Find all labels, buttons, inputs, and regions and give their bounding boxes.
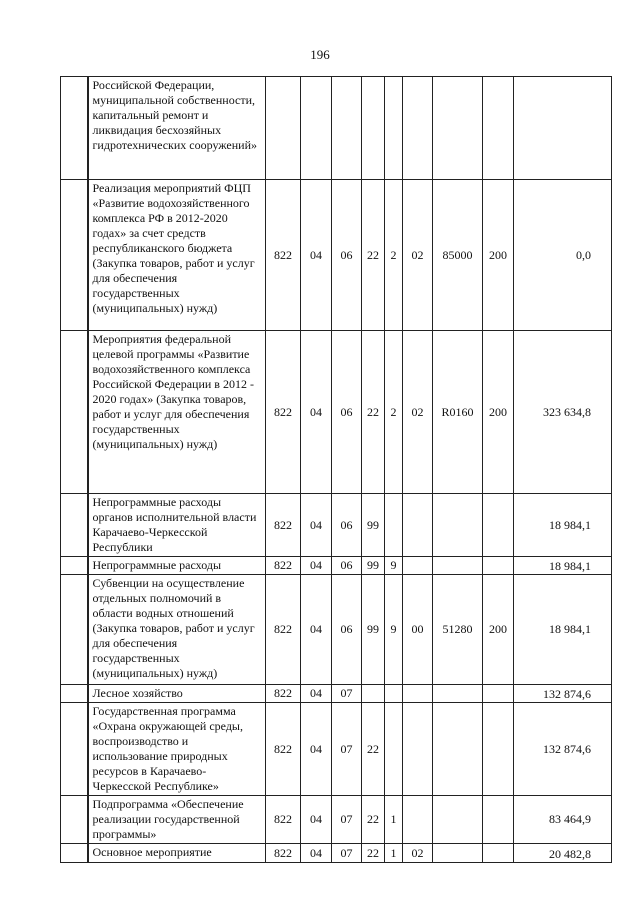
cell-rz: 04 — [301, 796, 332, 844]
cell-vr: 200 — [483, 575, 514, 685]
cell-csr-4 — [433, 557, 483, 575]
cell-csr-3 — [403, 77, 433, 180]
cell-rz — [301, 77, 332, 180]
row-name: Основное мероприятие — [88, 844, 266, 863]
cell-rz: 04 — [301, 331, 332, 494]
cell-csr-4 — [433, 685, 483, 703]
cell-csr-1 — [362, 685, 385, 703]
cell-vr — [483, 494, 514, 557]
cell-csr-1: 99 — [362, 494, 385, 557]
row-name: Подпрограмма «Обеспечение реализации государственной программы» — [88, 796, 266, 844]
cell-vr — [483, 77, 514, 180]
cell-csr-2 — [385, 685, 403, 703]
row-name: Государственная программа «Охрана окружающей среды, воспроизводство и использование природных ресурсов в Карачаево-Черкесской Республике» — [88, 703, 266, 796]
table-row — [61, 703, 612, 796]
cell-csr-3: 00 — [403, 575, 433, 685]
cell-vr: 200 — [483, 180, 514, 331]
row-name: Непрограммные расходы органов исполнительной власти Карачаево-Черкесской Республики — [88, 494, 266, 557]
cell-rz: 04 — [301, 703, 332, 796]
cell-csr-3: 02 — [403, 331, 433, 494]
cell-csr-2 — [385, 494, 403, 557]
cell-csr-2 — [385, 703, 403, 796]
cell-rz: 04 — [301, 844, 332, 863]
cell-csr-4 — [433, 844, 483, 863]
cell-amount: 18 984,1 — [514, 575, 612, 685]
table-row — [61, 796, 612, 844]
cell-ved: 822 — [266, 685, 301, 703]
cell-amount — [514, 77, 612, 180]
cell-pr: 07 — [332, 685, 362, 703]
cell-amount: 0,0 — [514, 180, 612, 331]
cell-csr-1 — [362, 77, 385, 180]
cell-ved — [266, 77, 301, 180]
cell-amount: 323 634,8 — [514, 331, 612, 494]
cell-amount: 132 874,6 — [514, 685, 612, 703]
cell-csr-2: 1 — [385, 796, 403, 844]
cell-rz: 04 — [301, 575, 332, 685]
row-name: Субвенции на осуществление отдельных полномочий в области водных отношений (Закупка товаров, работ и услуг для обеспечения государственных (муниципальных) нужд) — [88, 575, 266, 685]
cell-csr-1: 22 — [362, 180, 385, 331]
table-row — [61, 77, 612, 180]
cell-csr-4 — [433, 796, 483, 844]
cell-ved: 822 — [266, 703, 301, 796]
cell-ved: 822 — [266, 557, 301, 575]
cell-ved: 822 — [266, 844, 301, 863]
cell-csr-1: 99 — [362, 557, 385, 575]
cell-csr-1: 22 — [362, 703, 385, 796]
table-row — [61, 575, 612, 685]
cell-csr-3 — [403, 685, 433, 703]
cell-pr — [332, 77, 362, 180]
cell-pr: 07 — [332, 703, 362, 796]
cell-rz: 04 — [301, 494, 332, 557]
cell-vr — [483, 796, 514, 844]
cell-csr-4: R0160 — [433, 331, 483, 494]
cell-amount: 20 482,8 — [514, 844, 612, 863]
cell-vr — [483, 557, 514, 575]
row-name: Реализация мероприятий ФЦП «Развитие водохозяйственного комплекса РФ в 2012-2020 годах» за счет средств республиканского бюджета (Закупка товаров, работ и услуг для обеспечения государственных (муниципальных) нужд) — [88, 180, 266, 331]
cell-ved: 822 — [266, 494, 301, 557]
cell-csr-1: 22 — [362, 844, 385, 863]
cell-csr-2: 9 — [385, 557, 403, 575]
cell-pr: 06 — [332, 494, 362, 557]
table-row — [61, 331, 612, 494]
cell-csr-1: 22 — [362, 796, 385, 844]
cell-csr-3 — [403, 494, 433, 557]
cell-csr-2: 9 — [385, 575, 403, 685]
cell-ved: 822 — [266, 331, 301, 494]
cell-amount: 18 984,1 — [514, 557, 612, 575]
row-name: Мероприятия федеральной целевой программы «Развитие водохозяйственного комплекса Российской Федерации в 2012 - 2020 годах» (Закупка товаров, работ и услуг для обеспечения государственных (муниципальных) нужд) — [88, 331, 266, 494]
cell-vr — [483, 844, 514, 863]
cell-csr-4: 51280 — [433, 575, 483, 685]
cell-rz: 04 — [301, 557, 332, 575]
cell-csr-1: 22 — [362, 331, 385, 494]
cell-ved: 822 — [266, 180, 301, 331]
row-name: Лесное хозяйство — [88, 685, 266, 703]
cell-rz: 04 — [301, 180, 332, 331]
budget-table — [60, 76, 612, 863]
cell-csr-3: 02 — [403, 844, 433, 863]
cell-ved: 822 — [266, 796, 301, 844]
cell-csr-3: 02 — [403, 180, 433, 331]
cell-vr — [483, 685, 514, 703]
cell-pr: 06 — [332, 575, 362, 685]
cell-pr: 07 — [332, 844, 362, 863]
cell-csr-2 — [385, 77, 403, 180]
cell-amount: 83 464,9 — [514, 796, 612, 844]
cell-pr: 06 — [332, 557, 362, 575]
cell-vr — [483, 703, 514, 796]
page-number: 196 — [310, 47, 330, 62]
cell-csr-3 — [403, 796, 433, 844]
cell-amount: 132 874,6 — [514, 703, 612, 796]
cell-csr-4: 85000 — [433, 180, 483, 331]
cell-pr: 06 — [332, 331, 362, 494]
cell-csr-4 — [433, 494, 483, 557]
cell-csr-3 — [403, 703, 433, 796]
cell-ved: 822 — [266, 575, 301, 685]
cell-csr-4 — [433, 703, 483, 796]
cell-csr-3 — [403, 557, 433, 575]
table-row — [61, 685, 612, 703]
cell-csr-2: 2 — [385, 180, 403, 331]
cell-csr-4 — [433, 77, 483, 180]
cell-csr-2: 2 — [385, 331, 403, 494]
row-name: Российской Федерации, муниципальной собственности, капитальный ремонт и ликвидация бесхозяйных гидротехнических сооружений» — [88, 77, 266, 180]
cell-rz: 04 — [301, 685, 332, 703]
cell-pr: 07 — [332, 796, 362, 844]
table-row — [61, 557, 612, 575]
table-row — [61, 844, 612, 863]
cell-amount: 18 984,1 — [514, 494, 612, 557]
row-name: Непрограммные расходы — [88, 557, 266, 575]
cell-vr: 200 — [483, 331, 514, 494]
cell-csr-1: 99 — [362, 575, 385, 685]
table-row — [61, 494, 612, 557]
cell-pr: 06 — [332, 180, 362, 331]
cell-csr-2: 1 — [385, 844, 403, 863]
table-row — [61, 180, 612, 331]
